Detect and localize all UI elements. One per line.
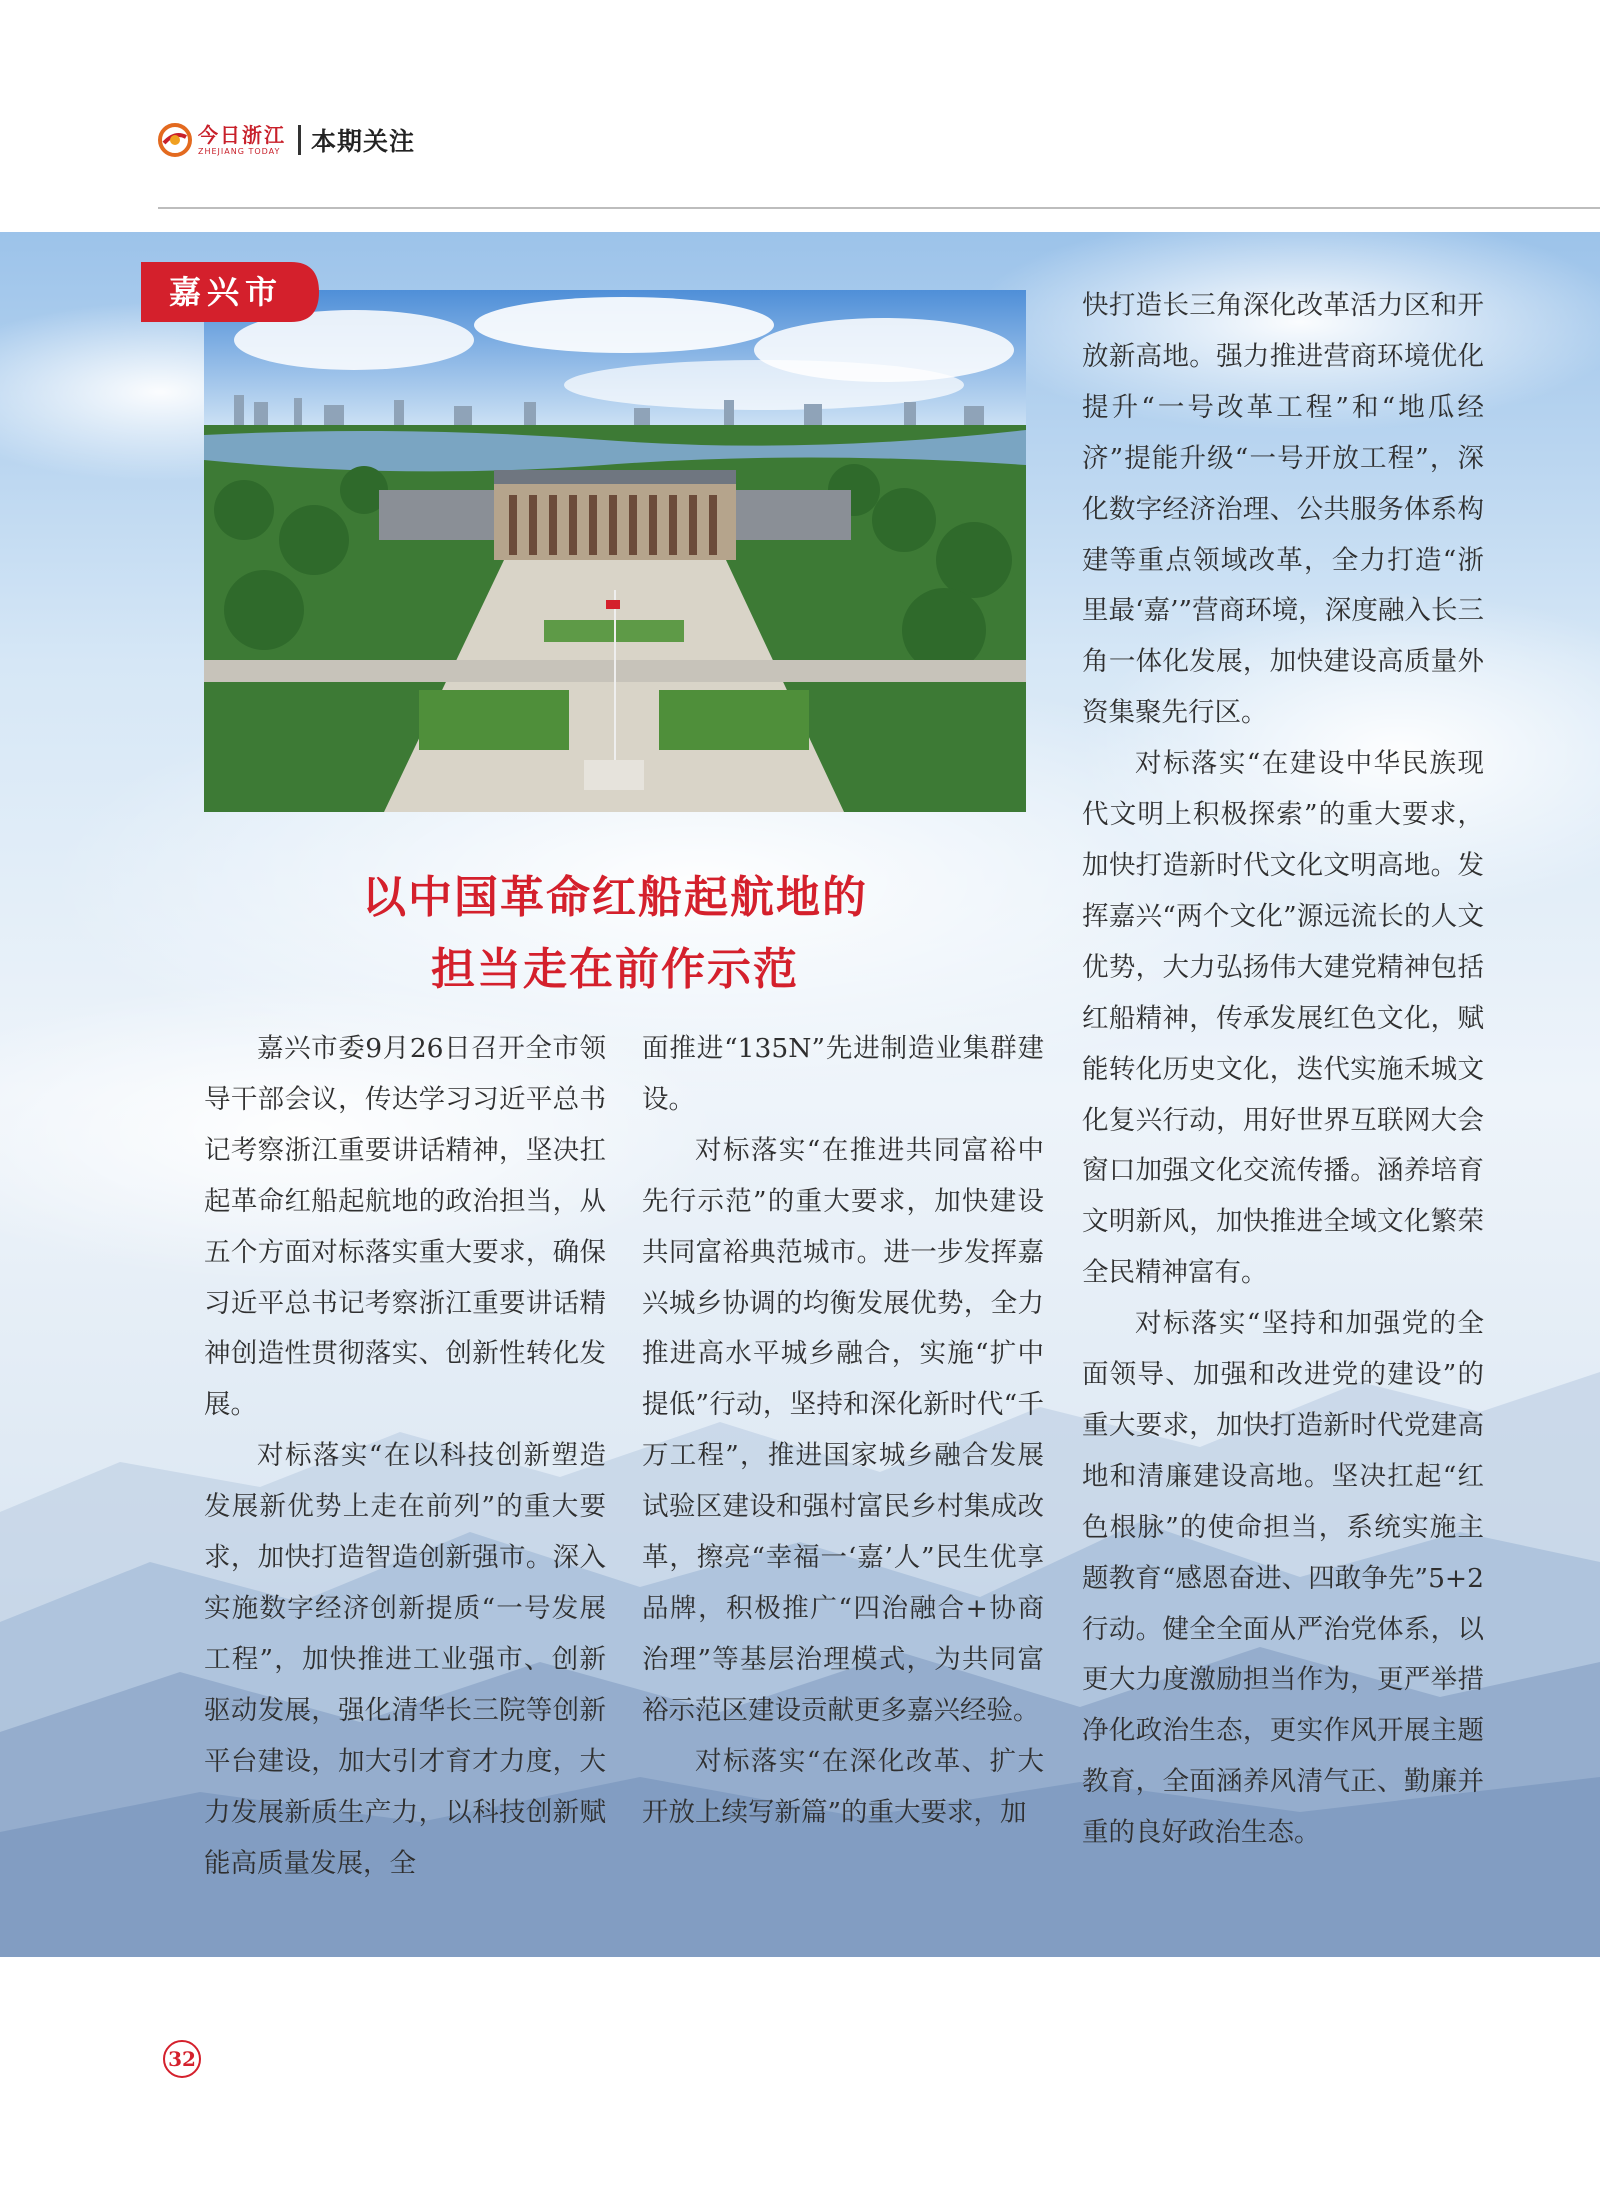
header-divider bbox=[298, 125, 301, 155]
article-title bbox=[204, 862, 1026, 1006]
section-name: 本期关注 bbox=[311, 127, 416, 156]
logo-emblem-icon bbox=[158, 123, 192, 157]
title-line-1: 以中国革命红船起航地的 bbox=[362, 872, 868, 923]
text-column-2 bbox=[642, 1024, 1044, 1839]
paragraph: 对标落实“在深化改革、扩大开放上续写新篇”的重大要求，加 bbox=[642, 1745, 1044, 1828]
paragraph: 对标落实“在推进共同富裕中先行示范”的重大要求，加快建设共同富裕典范城市。进一步发挥嘉兴城乡协调的均衡发展优势，全力推进高水平城乡融合，实施“扩中提低”行动，坚持和深化新时代“千万工程”，推进国家城乡融合发展试验区建设和强村富民乡村集成改革，擦亮“幸福一‘嘉’人”民生优享品牌，积极推广“四治融合+协商治理”等基层治理模式，为共同富裕示范区建设贡献更多嘉兴经验。 bbox=[642, 1134, 1044, 1726]
paragraph-continued: 快打造长三角深化改革活力区和开放新高地。强力推进营商环境优化提升“一号改革工程”和“地瓜经济”提能升级“一号开放工程”，深化数字经济治理、公共服务体系构建等重点领域改革，全力打造“浙里最‘嘉’”营商环境，深度融入长三角一体化发展，加快建设高质量外资集聚先行区。 bbox=[1082, 290, 1484, 729]
paragraph: 对标落实“坚持和加强党的全面领导、加强和改进党的建设”的重大要求，加快打造新时代党建高地和清廉建设高地。坚决扛起“红色根脉”的使命担当，系统实施主题教育“感恩奋进、四敢争先”5+2行动。健全全面从严治党体系，以更大力度激励担当作为，更严举措净化政治生态，更实作风开展主题教育，全面涵养风清气正、勤廉并重的良好政治生态。 bbox=[1082, 1308, 1484, 1849]
header-rule bbox=[158, 207, 1600, 209]
magazine-logo bbox=[158, 123, 286, 157]
city-tag bbox=[141, 262, 323, 322]
title-line-2: 担当走在前作示范 bbox=[431, 944, 799, 995]
paragraph: 嘉兴市委9月26日召开全市领导干部会议，传达学习习近平总书记考察浙江重要讲话精神，坚决扛起革命红船起航地的政治担当，从五个方面对标落实重大要求，确保习近平总书记考察浙江重要讲话精神创造性贯彻落实、创新性转化发展。 bbox=[204, 1033, 606, 1421]
paragraph-continued: 面推进“135N”先进制造业集群建设。 bbox=[642, 1033, 1044, 1115]
logo-english-text: ZHEJIANG TODAY bbox=[198, 146, 281, 156]
paragraph: 对标落实“在建设中华民族现代文明上积极探索”的重大要求，加快打造新时代文化文明高地。发挥嘉兴“两个文化”源远流长的人文优势，大力弘扬伟大建党精神包括红船精神，传承发展红色文化，赋能转化历史文化，迭代实施禾城文化复兴行动，用好世界互联网大会窗口加强文化交流传播。涵养培育文明新风，加快推进全域文化繁荣全民精神富有。 bbox=[1082, 748, 1484, 1289]
text-column-1 bbox=[204, 1024, 606, 1889]
page-header bbox=[158, 112, 415, 168]
aerial-building-photo bbox=[204, 290, 1026, 812]
logo-chinese-text: 今日浙江 bbox=[198, 122, 286, 147]
paragraph: 对标落实“在以科技创新塑造发展新优势上走在前列”的重大要求，加快打造智造创新强市。深入实施数字经济创新提质“一号发展工程”，加快推进工业强市、创新驱动发展，强化清华长三院等创新平台建设，加大引才育才力度，大力发展新质生产力，以科技创新赋能高质量发展，全 bbox=[204, 1440, 606, 1879]
text-column-3 bbox=[1082, 281, 1484, 1859]
page-number: 32 bbox=[163, 2040, 201, 2078]
city-tag-label: 嘉兴市 bbox=[168, 273, 283, 311]
